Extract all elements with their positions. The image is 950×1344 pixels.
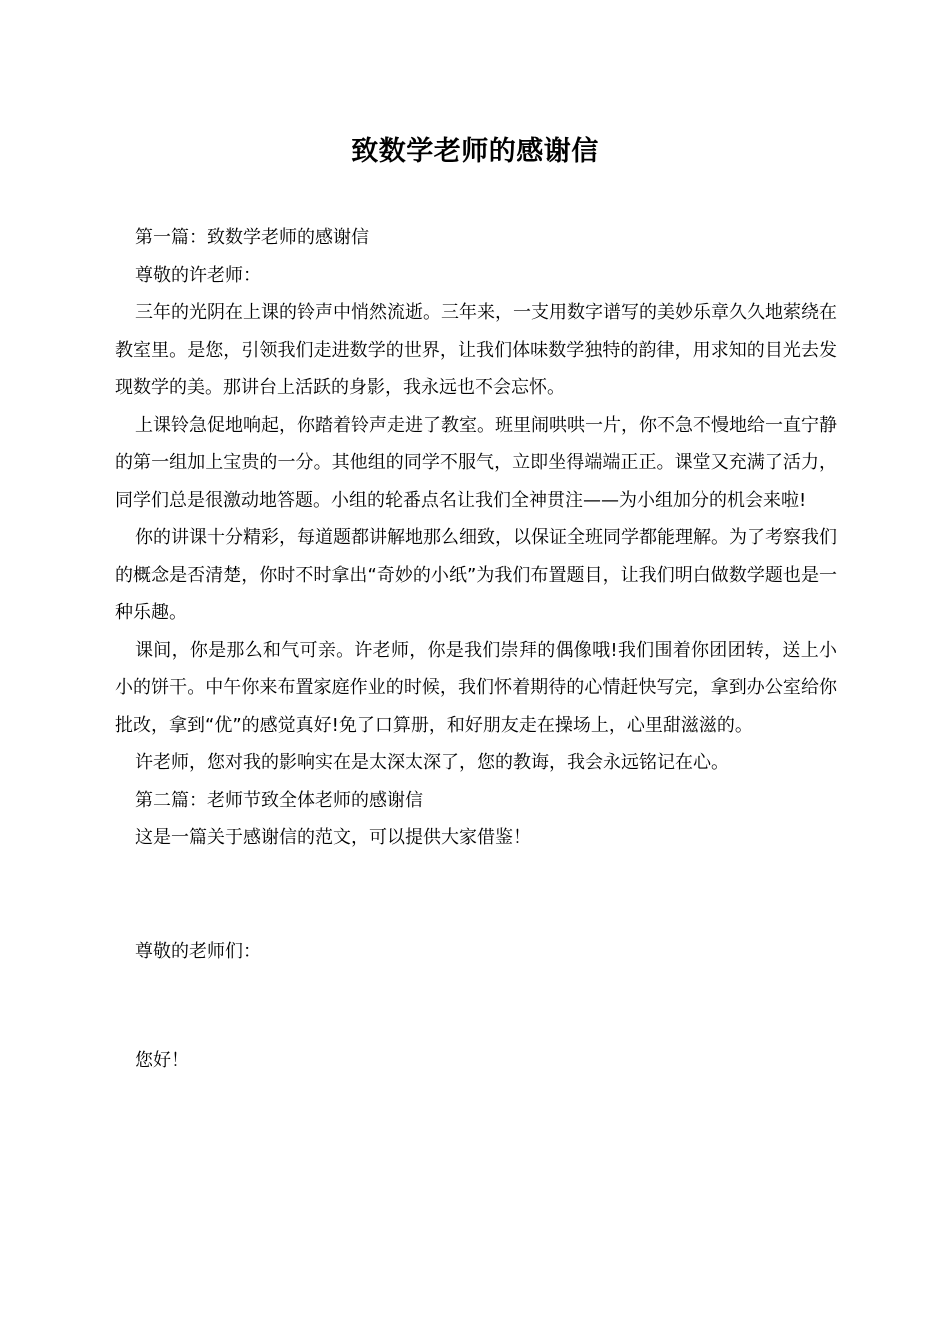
section-heading-1: 第一篇：致数学老师的感谢信 [135, 227, 369, 248]
body-paragraph-1: 三年的光阴在上课的铃声中悄然流逝。三年来，一支用数字谱写的美妙乐章久久地萦绕在教室里。是您，引领我们走进数学的世界，让我们体味数学独特的韵律，用求知的目光去发现数学的美。那讲台上活跃的身影，我永远也不会忘怀。 [115, 302, 837, 398]
body-paragraph-5: 许老师，您对我的影响实在是太深太深了，您的教诲，我会永远铭记在心。 [135, 752, 729, 773]
greeting-line: 您好！ [135, 1050, 189, 1071]
body-paragraph-2: 上课铃急促地响起，你踏着铃声走进了教室。班里闹哄哄一片，你不急不慢地给一直宁静的第一组加上宝贵的一分。其他组的同学不服气，立即坐得端端正正。课堂又充满了活力，同学们总是很激动地答题。小组的轮番点名让我们全神贯注——为小组加分的机会来啦! [115, 414, 837, 511]
body-paragraph-4: 课间，你是那么和气可亲。许老师，你是我们崇拜的偶像哦!我们围着你团团转，送上小小的饼干。中午你来布置家庭作业的时候，我们怀着期待的心情赶快写完，拿到办公室给你批改，拿到“优”的感觉真好!免了口算册，和好朋友走在操场上，心里甜滋滋的。 [115, 639, 837, 736]
salutation-2: 尊敬的老师们： [135, 940, 261, 962]
section-heading-2: 第二篇：老师节致全体老师的感谢信 [135, 789, 423, 811]
body-paragraph-3: 你的讲课十分精彩，每道题都讲解地那么细致，以保证全班同学都能理解。为了考察我们的概念是否清楚，你时不时拿出“奇妙的小纸”为我们布置题目，让我们明白做数学题也是一种乐趣。 [115, 527, 837, 623]
document-body [115, 219, 837, 1080]
intro-line: 这是一篇关于感谢信的范文，可以提供大家借鉴！ [135, 827, 531, 848]
document-title: 致数学老师的感谢信 [351, 136, 599, 167]
salutation-1: 尊敬的许老师： [135, 264, 261, 286]
